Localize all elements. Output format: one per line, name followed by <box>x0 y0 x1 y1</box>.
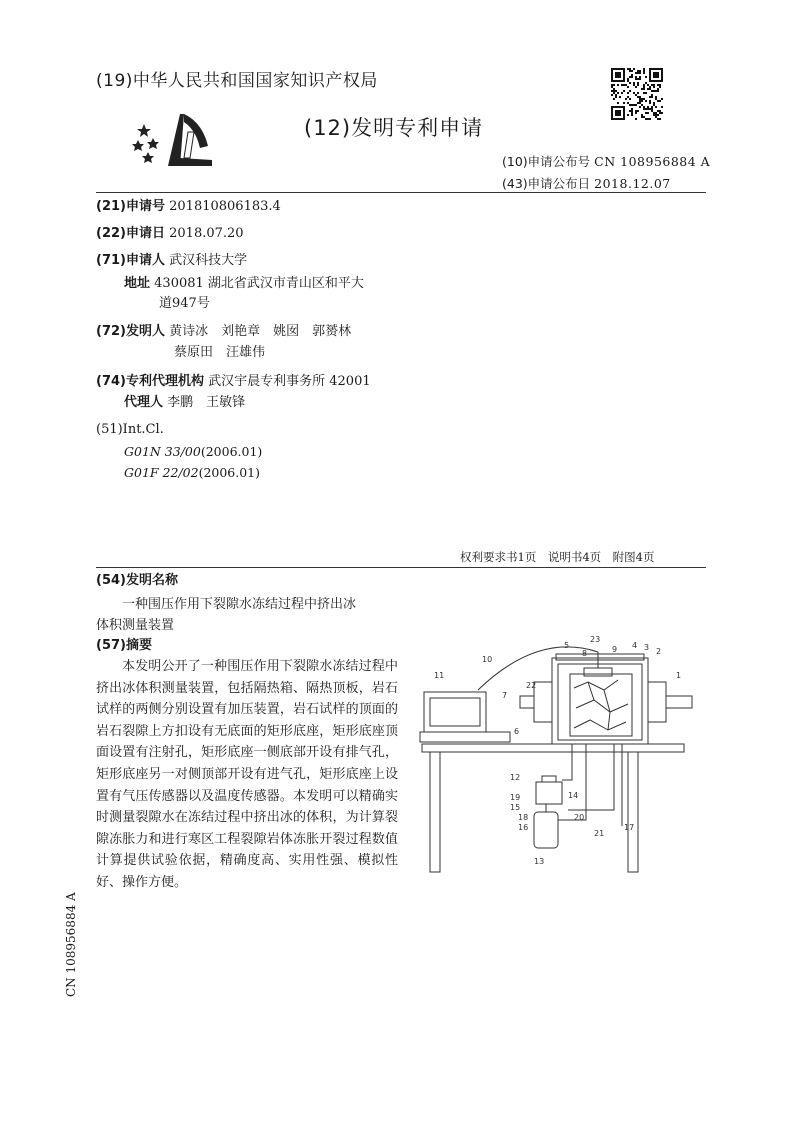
inventors-line-1: 黄诗冰 刘艳章 姚囡 郭赟林 <box>169 324 352 339</box>
patent-agency <box>96 372 371 392</box>
application-date-value: 2018.07.20 <box>169 226 244 241</box>
abstract-label-text: (57)摘要 <box>96 638 152 653</box>
applicant-label: (71)申请人 <box>96 253 165 268</box>
ipc-label: (51)Int.Cl. <box>96 422 164 437</box>
cable <box>478 647 598 690</box>
figure-label-5: 5 <box>564 641 570 650</box>
table-leg-left <box>430 752 440 872</box>
figure-label-3: 3 <box>644 643 650 652</box>
ipc-version: (2006.01) <box>200 444 263 459</box>
abstract-label <box>96 636 152 656</box>
piston-right <box>666 696 692 708</box>
ipc-entry <box>124 444 262 459</box>
invention-title-label-text: (54)发明名称 <box>96 573 178 588</box>
inventors-line-2 <box>174 343 265 363</box>
address-label: 地址 <box>124 276 151 291</box>
piston-left <box>520 696 534 708</box>
valve <box>542 776 556 782</box>
pressure-device-right <box>648 682 666 722</box>
ipc-code: G01F 22/02 <box>124 465 199 480</box>
inventors-label: (72)发明人 <box>96 324 165 339</box>
insulated-box <box>552 658 648 744</box>
application-number <box>96 197 281 217</box>
pressure-device-left <box>534 682 552 722</box>
figure-label-2: 2 <box>656 647 662 656</box>
computer-screen <box>430 698 480 726</box>
application-date <box>96 224 244 244</box>
figure-label-13: 13 <box>534 857 545 866</box>
figure-label-6: 6 <box>514 727 520 736</box>
applicant-value: 武汉科技大学 <box>169 253 248 268</box>
collection-bottle <box>534 812 558 848</box>
table-leg-right <box>628 752 638 872</box>
ipc-entry <box>124 465 260 480</box>
rectangular-base <box>584 668 612 676</box>
invention-title-line-1: 一种围压作用下裂隙水冻结过程中挤出冰 <box>122 597 357 612</box>
figure-label-10: 10 <box>482 655 493 664</box>
inventors <box>96 322 351 342</box>
publication-number-label: (10)申请公布号 <box>502 154 591 169</box>
figure-label-17: 17 <box>624 823 635 832</box>
address-line-2-value: 道947号 <box>159 296 210 311</box>
figure-label-12: 12 <box>510 773 521 782</box>
invention-title-label <box>96 571 178 591</box>
figure-label-20: 20 <box>574 813 585 822</box>
figure-label-7: 7 <box>502 691 508 700</box>
measuring-device <box>536 782 562 804</box>
abstract-text: 本发明公开了一种围压作用下裂隙水冻结过程中挤出冰体积测量装置，包括隔热箱、隔热顶板，岩石试样的两侧分别设置有加压装置，岩石试样的顶面的岩石裂隙上方扣设有无底面的矩形底座，矩形底座顶面设置有注射孔，矩形底座一侧底部开设有排气孔，矩形底座另一对侧顶部开设有进气孔，矩形底座上设置有气压传感器以及温度传感器。本发明可以精确实时测量裂隙水在冻结过程中挤出冰的体积，为计算裂隙冻胀力和进行寒区工程裂隙岩体冻胀开裂过程数值计算提供试验依据，精确度高、实用性强、模拟性好、操作方便。 <box>96 659 398 890</box>
application-date-label: (22)申请日 <box>96 226 165 241</box>
figure-label-23: 23 <box>590 635 601 644</box>
office-name: (19)中华人民共和国国家知识产权局 <box>96 71 378 91</box>
ipc-heading <box>96 420 164 440</box>
figure-label-22: 22 <box>526 681 537 690</box>
figure-label-19: 19 <box>510 793 521 802</box>
address-line-2 <box>159 294 210 314</box>
invention-title-line-2: 体积测量装置 <box>96 618 175 633</box>
address-line-1: 430081 湖北省武汉市青山区和平大 <box>154 276 364 291</box>
inventors-line-2-value: 蔡原田 汪雄伟 <box>174 345 266 360</box>
pipes <box>558 744 622 826</box>
document-type: (12)发明专利申请 <box>304 116 484 140</box>
ipc-version: (2006.01) <box>198 465 261 480</box>
figure-label-15: 15 <box>510 803 521 812</box>
table-top <box>422 744 684 752</box>
apparatus-figure <box>418 630 718 880</box>
computer-base <box>420 732 510 742</box>
figure-label-16: 16 <box>518 823 529 832</box>
patent-agent <box>124 393 245 413</box>
side-publication-number: CN 108956884 A <box>64 892 78 997</box>
figure-label-4: 4 <box>632 641 638 650</box>
ipc-code: G01N 33/00 <box>124 444 201 459</box>
publication-number-row <box>502 152 710 170</box>
qr-code-icon <box>611 68 663 120</box>
address <box>124 274 364 294</box>
patent-agent-value: 李鹏 王敏锋 <box>167 395 246 410</box>
figure-label-18: 18 <box>518 813 529 822</box>
body-divider <box>96 567 706 568</box>
figure-label-1: 1 <box>676 671 682 680</box>
application-number-value: 201810806183.4 <box>169 199 281 214</box>
insulated-top-plate <box>556 654 644 660</box>
rock-cracks <box>574 680 628 730</box>
patent-office-emblem-icon <box>128 108 224 174</box>
figure-label-21: 21 <box>594 829 605 838</box>
header-divider <box>96 192 706 193</box>
applicant <box>96 251 247 271</box>
inner-box <box>558 664 642 740</box>
patent-agency-value: 武汉宇晨专利事务所 42001 <box>208 374 371 389</box>
patent-agency-label: (74)专利代理机构 <box>96 374 204 389</box>
figure-label-11: 11 <box>434 671 445 680</box>
figure-label-8: 8 <box>582 649 588 658</box>
figure-label-14: 14 <box>568 791 579 800</box>
publication-number: CN 108956884 A <box>594 154 711 169</box>
application-number-label: (21)申请号 <box>96 199 165 214</box>
figure-label-9: 9 <box>612 645 618 654</box>
publication-date: 2018.12.07 <box>594 176 671 191</box>
publication-date-label: (43)申请公布日 <box>502 176 591 191</box>
publication-date-row <box>502 174 671 192</box>
pages-info: 权利要求书1页 说明书4页 附图4页 <box>460 550 655 564</box>
patent-agent-label: 代理人 <box>124 395 164 410</box>
